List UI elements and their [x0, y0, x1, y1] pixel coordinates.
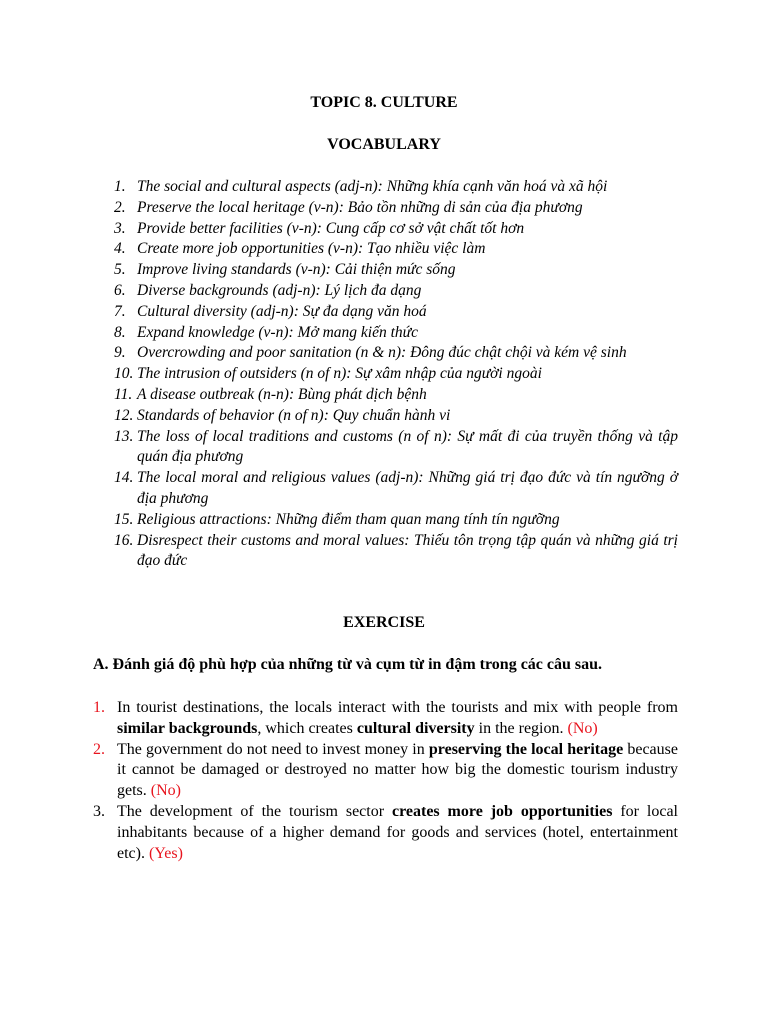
- vocab-item: [114, 219, 678, 240]
- vocab-item: [114, 468, 678, 510]
- vocab-item: [114, 177, 678, 198]
- question-number: 2.: [93, 740, 105, 758]
- question-number: 3.: [93, 802, 105, 820]
- vocab-item: [114, 343, 678, 364]
- question-text: because it cannot be damaged or destroyed no matter how big the domestic tourism industry gets.: [117, 740, 678, 800]
- vocab-text: The local moral and religious values (adj-n): Những giá trị đạo đức và tín ngưỡng ở địa phương: [137, 469, 678, 507]
- vocab-item: [114, 510, 678, 531]
- answer-label: (Yes): [148, 844, 183, 862]
- answer-label: (No): [150, 782, 181, 800]
- bold-phrase: similar backgrounds: [117, 719, 258, 737]
- vocab-number: 15.: [114, 510, 134, 528]
- vocab-text: Expand knowledge (v-n): Mở mang kiến thức: [137, 323, 418, 341]
- question-text: The development of the tourism sector: [117, 802, 392, 820]
- vocab-text: Diverse backgrounds (adj-n): Lý lịch đa dạng: [137, 281, 422, 299]
- vocab-item: [114, 364, 678, 385]
- vocab-number: 13.: [114, 427, 134, 445]
- vocab-text: Create more job opportunities (v-n): Tạo nhiều việc làm: [137, 240, 486, 258]
- vocab-item: [114, 385, 678, 406]
- vocab-item: [114, 531, 678, 573]
- section-a-instruction: A. Đánh giá độ phù hợp của những từ và cụm từ in đậm trong các câu sau.: [93, 656, 603, 673]
- vocab-number: 5.: [114, 261, 126, 279]
- vocab-item: [114, 427, 678, 469]
- vocab-text: Standards of behavior (n of n): Quy chuẩn hành vi: [137, 406, 451, 424]
- vocab-number: 12.: [114, 406, 134, 424]
- vocab-number: 8.: [114, 323, 126, 341]
- question-item: [93, 698, 678, 740]
- question-item: [93, 802, 678, 864]
- exercise-heading: EXERCISE: [343, 614, 425, 631]
- vocab-number: 1.: [114, 178, 126, 195]
- vocab-text: Improve living standards (v-n): Cải thiện mức sống: [137, 261, 456, 279]
- vocab-text: The loss of local traditions and customs (n of n): Sự mất đi của truyền thống và tập quán địa phương: [137, 427, 678, 466]
- vocab-number: 3.: [114, 219, 126, 237]
- vocab-text: Provide better facilities (v-n): Cung cấp cơ sở vật chất tốt hơn: [137, 219, 525, 237]
- vocab-number: 4.: [114, 240, 126, 258]
- page-title: TOPIC 8. CULTURE: [310, 94, 458, 111]
- vocabulary-heading: VOCABULARY: [327, 136, 441, 153]
- vocab-number: 14.: [114, 469, 134, 487]
- vocab-text: Cultural diversity (adj-n): Sự đa dạng văn hoá: [137, 302, 427, 320]
- vocab-text: Disrespect their customs and moral values: Thiếu tôn trọng tập quán và những giá trị đạo đức: [137, 531, 678, 570]
- vocab-number: 7.: [114, 302, 126, 320]
- vocab-number: 9.: [114, 344, 126, 362]
- vocab-number: 6.: [114, 281, 126, 299]
- bold-phrase: cultural diversity: [356, 719, 475, 737]
- vocabulary-list: [114, 177, 678, 572]
- vocab-text: Preserve the local heritage (v-n): Bảo tồn những di sản của địa phương: [137, 198, 583, 216]
- question-text: in the region.: [474, 719, 568, 737]
- vocab-item: [114, 406, 678, 427]
- vocab-text: Religious attractions: Những điểm tham quan mang tính tín ngưỡng: [137, 510, 560, 528]
- vocab-text: Overcrowding and poor sanitation (n & n): Đông đúc chật chội và kém vệ sinh: [137, 344, 627, 362]
- vocab-number: 2.: [114, 198, 126, 216]
- vocab-item: [114, 323, 678, 344]
- question-text: In tourist destinations, the locals interact with the tourists and mix with people from: [117, 699, 678, 716]
- vocab-text: The social and cultural aspects (adj-n): Những khía cạnh văn hoá và xã hội: [137, 178, 608, 195]
- vocab-text: The intrusion of outsiders (n of n): Sự xâm nhập của người ngoài: [137, 365, 542, 383]
- question-list: [93, 698, 678, 864]
- question-text: , which creates: [257, 719, 357, 737]
- vocab-number: 10.: [114, 365, 134, 383]
- vocab-item: [114, 302, 678, 323]
- vocab-item: [114, 281, 678, 302]
- vocab-item: [114, 198, 678, 219]
- vocab-number: 11.: [114, 385, 133, 403]
- question-number: 1.: [93, 699, 105, 716]
- bold-phrase: preserving the local heritage: [428, 740, 624, 758]
- question-item: [93, 740, 678, 802]
- vocab-text: A disease outbreak (n-n): Bùng phát dịch bệnh: [137, 385, 427, 403]
- vocab-item: [114, 260, 678, 281]
- question-text: The government do not need to invest money in: [117, 740, 429, 758]
- answer-label: (No): [567, 719, 598, 737]
- vocab-number: 16.: [114, 531, 134, 549]
- bold-phrase: creates more job opportunities: [391, 802, 613, 820]
- question-text: for local inhabitants because of a higher demand for goods and services (hotel, entertainment etc).: [117, 802, 678, 862]
- vocab-item: [114, 239, 678, 260]
